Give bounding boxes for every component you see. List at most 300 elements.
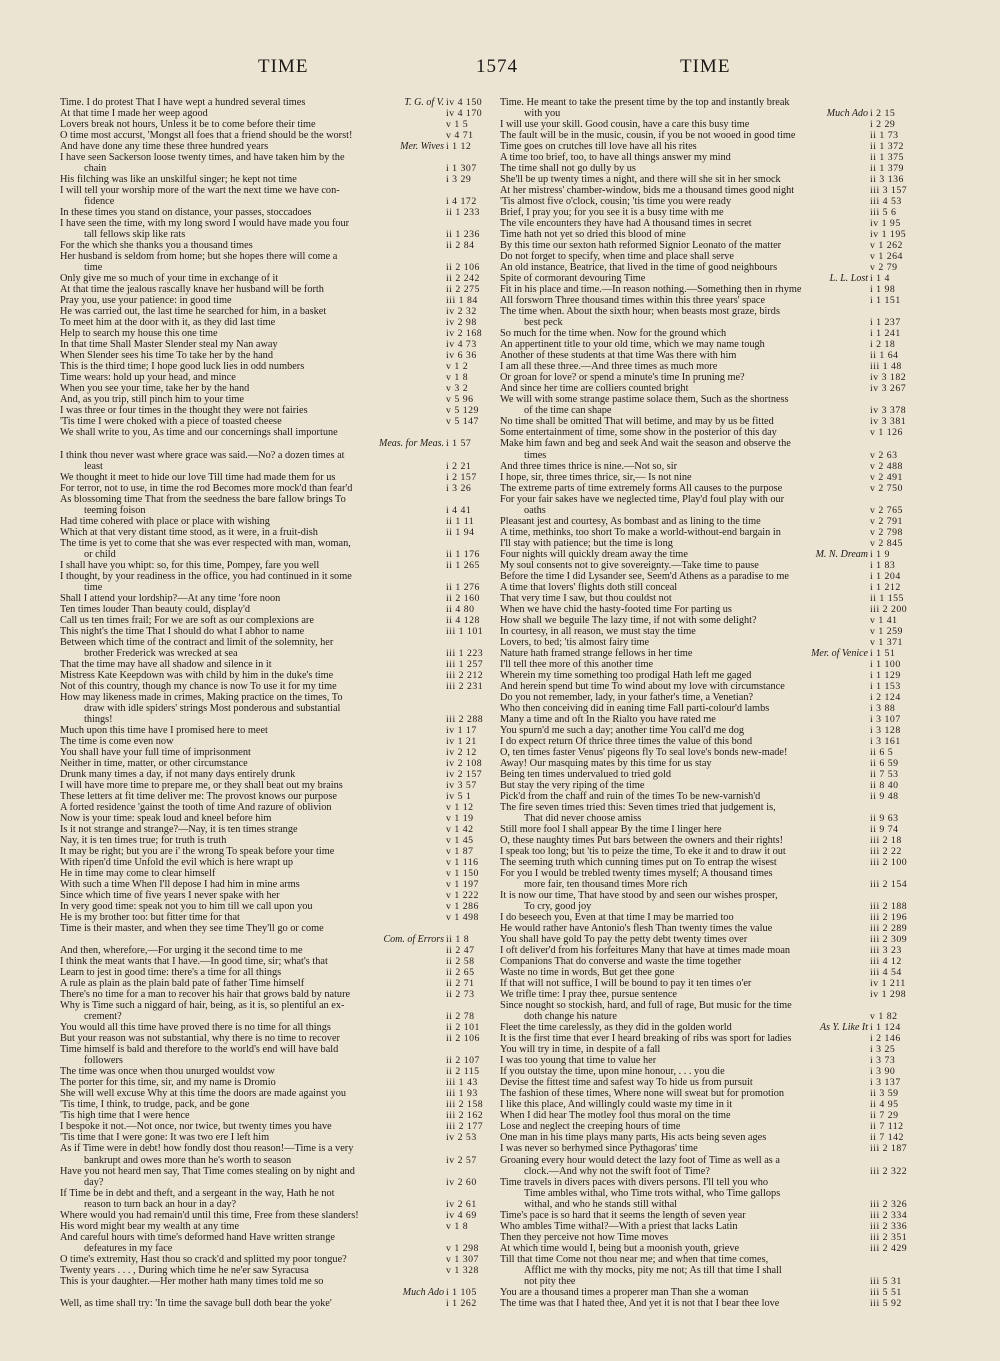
act-scene-line-ref: ii 2 65: [446, 967, 475, 979]
entry-text: Time travels in divers paces with divers persons. I'll tell you who: [500, 1176, 769, 1188]
entry-text: Time wears: hold up your head, and mince: [60, 372, 236, 384]
act-scene-line-ref: v 1 371: [870, 636, 903, 648]
entry-text: You shall have your full time of imprisonment: [60, 746, 251, 758]
entry-line: [60, 791, 506, 802]
entry-text: Companions That do converse and waste the time together: [500, 956, 742, 968]
act-scene-line-ref: iii 2 231: [446, 680, 484, 692]
entry-line: [60, 1143, 506, 1154]
act-scene-line-ref: iv 5 1: [446, 790, 472, 802]
left-column: [60, 97, 506, 1309]
act-scene-line-ref: i 4 41: [446, 504, 472, 516]
act-scene-line-ref: iii 4 54: [870, 967, 902, 979]
entry-line: [500, 659, 930, 670]
entry-text: And then, wherefore,—For urging it the second time to me: [60, 945, 303, 957]
entry-text: Ten times louder Than beauty could, display'd: [60, 603, 250, 615]
entry-line: [500, 450, 930, 461]
entry-text: Groaning every hour would detect the lazy foot of Time as well as a: [500, 1154, 780, 1166]
entry-line: [500, 802, 930, 813]
act-scene-line-ref: iv 2 157: [446, 768, 483, 780]
entry-line: [60, 185, 506, 196]
entry-text: crement?: [84, 1011, 122, 1023]
entry-text: I'll tell thee more of this another time: [500, 658, 654, 670]
entry-text: I have seen the time, with my long sword I would have made you four: [60, 218, 350, 230]
entry-line: [60, 251, 506, 262]
entry-line: [60, 736, 506, 747]
entry-text: The time is yet to come that she was ever respected with man, woman,: [60, 537, 351, 549]
entry-text: For the which she thanks you a thousand times: [60, 240, 253, 252]
entry-text: I think thou never wast where grace was said.—No? a dozen times at: [60, 449, 345, 461]
entry-line: [500, 394, 930, 405]
entry-text: chain: [84, 163, 107, 175]
entry-line: [500, 273, 930, 284]
act-scene-line-ref: ii 4 95: [870, 1099, 899, 1111]
entry-line: [60, 394, 506, 405]
act-scene-line-ref: i 1 237: [870, 317, 901, 329]
entry-line: [500, 758, 930, 769]
entry-text: A rule as plain as the plain bald pate of father Time himself: [60, 978, 305, 990]
entry-text: times: [524, 449, 547, 461]
entry-text: You will try in time, in despite of a fall: [500, 1044, 661, 1056]
entry-text: To cry, good joy: [524, 901, 592, 913]
entry-text: Another of these students at that time Was there with him: [500, 350, 737, 362]
act-scene-line-ref: iv 1 21: [446, 735, 477, 747]
entry-line: [60, 802, 506, 813]
entry-text: His filching was like an unskilful singer; he kept not time: [60, 174, 297, 186]
entry-line: [500, 824, 930, 835]
act-scene-line-ref: iii 2 158: [446, 1099, 484, 1111]
entry-text: And careful hours with time's deformed hand Have written strange: [60, 1231, 335, 1243]
entry-text: A time, methinks, too short To make a world-without-end bargain in: [500, 526, 781, 538]
act-scene-line-ref: ii 2 115: [446, 1066, 480, 1078]
play-title: T. G. of V.: [404, 97, 444, 108]
entry-text: And, as you trip, still pinch him to your time: [60, 394, 244, 406]
entry-line: [60, 670, 506, 681]
entry-line: [500, 714, 930, 725]
act-scene-line-ref: iii 2 188: [870, 901, 908, 913]
entry-text: She will well excuse Why at this time the doors are made against you: [60, 1088, 347, 1100]
entry-line: [500, 1265, 930, 1276]
entry-line: [500, 196, 930, 207]
play-title: Much Ado: [402, 1286, 444, 1298]
entry-line: [60, 824, 506, 835]
entry-line: [60, 306, 506, 317]
entry-text: of the time can shape: [524, 405, 612, 417]
entry-line: [60, 273, 506, 284]
act-scene-line-ref: iii 3 23: [870, 945, 902, 957]
act-scene-line-ref: i 3 88: [870, 702, 896, 714]
entry-text: least: [84, 460, 103, 472]
act-scene-line-ref: ii 2 106: [446, 1033, 480, 1045]
entry-line: [60, 1287, 506, 1298]
entry-line: [500, 1055, 930, 1066]
entry-line: [500, 593, 930, 604]
act-scene-line-ref: i 3 73: [870, 1055, 896, 1067]
act-scene-line-ref: ii 9 48: [870, 790, 899, 802]
entry-text: Pleasant jest and courtesy, As bombast and as lining to the time: [500, 515, 761, 527]
entry-text: teeming foison: [84, 504, 146, 516]
entry-text: Or groan for love? or spend a minute's time In pruning me?: [500, 372, 745, 384]
entry-line: [60, 1254, 506, 1265]
entry-text: That the time may have all shadow and silence in it: [60, 658, 272, 670]
entry-line: [60, 328, 506, 339]
entry-line: [500, 604, 930, 615]
entry-text: O, these naughty times Put bars between the owners and their rights!: [500, 835, 784, 847]
act-scene-line-ref: i 1 98: [870, 284, 896, 296]
entry-line: [60, 956, 506, 967]
entry-line: [60, 648, 506, 659]
entry-text: In that time Shall Master Slender steal my Nan away: [60, 339, 278, 351]
act-scene-line-ref: iii 2 212: [446, 669, 484, 681]
act-scene-line-ref: iii 1 43: [446, 1077, 478, 1089]
act-scene-line-ref: iii 4 12: [870, 956, 902, 968]
entry-line: [500, 934, 930, 945]
entry-text: The porter for this time, sir, and my name is Dromio: [60, 1077, 276, 1089]
act-scene-line-ref: v 1 328: [446, 1264, 479, 1276]
entry-text: In very good time: speak not you to him till we call upon you: [60, 901, 313, 913]
entry-text: 'Tis high time that I were hence: [60, 1110, 190, 1122]
act-scene-line-ref: v 1 45: [446, 835, 474, 847]
entry-text: 'Tis almost five o'clock, cousin; 'tis time you were ready: [500, 196, 732, 208]
act-scene-line-ref: v 1 264: [870, 251, 903, 263]
entry-line: [500, 615, 930, 626]
entry-line: [500, 1099, 930, 1110]
entry-text: Pick'd from the chaff and ruin of the times To be new-varnish'd: [500, 790, 761, 802]
entry-text: Time himself is bald and therefore to the world's end will have bald: [60, 1044, 339, 1056]
entry-line: [500, 427, 930, 438]
entry-text: Mistress Kate Keepdown was with child by him in the duke's time: [60, 669, 334, 681]
entry-text: I am all these three.—And three times as much more: [500, 361, 718, 373]
entry-text: It is now our time, That have stood by and seen our wishes prosper,: [500, 890, 778, 902]
act-scene-line-ref: i 3 161: [870, 735, 901, 747]
entry-line: [500, 1011, 930, 1022]
act-scene-line-ref: v 1 2: [446, 361, 469, 373]
entry-text: Twenty years . . . , During which time he ne'er saw Syracusa: [60, 1264, 309, 1276]
act-scene-line-ref: i 1 12: [446, 141, 472, 153]
entry-text: Why is Time such a niggard of hair, being, as it is, so plentiful an ex-: [60, 1000, 345, 1012]
page-number: 1574: [476, 56, 518, 77]
act-scene-line-ref: iii 2 162: [446, 1110, 484, 1122]
act-scene-line-ref: i 1 212: [870, 581, 901, 593]
act-scene-line-ref: iii 1 223: [446, 647, 484, 659]
entry-line: [500, 152, 930, 163]
entry-text: fidence: [84, 196, 115, 208]
header-right-word: TIME: [680, 56, 731, 77]
entry-text: Not of this country, though my chance is now To use it for my time: [60, 680, 337, 692]
act-scene-line-ref: ii 2 58: [446, 956, 475, 968]
entry-text: Before the time I did Lysander see, Seem'd Athens as a paradise to me: [500, 570, 789, 582]
act-scene-line-ref: iv 4 73: [446, 339, 477, 351]
act-scene-line-ref: v 1 8: [446, 372, 469, 384]
entry-text: Who ambles Time withal?—With a priest that lacks Latin: [500, 1220, 738, 1232]
entry-line: [60, 967, 506, 978]
entry-text: His word might bear my wealth at any time: [60, 1220, 240, 1232]
act-scene-line-ref: ii 1 155: [870, 592, 904, 604]
act-scene-line-ref: i 3 107: [870, 713, 901, 725]
act-scene-line-ref: ii 2 107: [446, 1055, 480, 1067]
entry-line: [60, 494, 506, 505]
act-scene-line-ref: iii 2 351: [870, 1231, 908, 1243]
act-scene-line-ref: v 1 19: [446, 813, 474, 825]
act-scene-line-ref: v 2 845: [870, 537, 903, 549]
entry-line: [500, 108, 930, 119]
entry-text: Pray you, use your patience: in good time: [60, 295, 232, 307]
act-scene-line-ref: ii 1 265: [446, 559, 480, 571]
entry-line: [60, 747, 506, 758]
entry-text: brother Frederick was wrecked at sea: [84, 647, 238, 659]
entry-line: [60, 1099, 506, 1110]
entry-line: [500, 1088, 930, 1099]
entry-text: clock.—And why not the swift foot of Time?: [524, 1165, 710, 1177]
act-scene-line-ref: iii 2 100: [870, 857, 908, 869]
entry-line: [60, 978, 506, 989]
entry-text: He in time may come to clear himself: [60, 868, 216, 880]
act-scene-line-ref: v 2 791: [870, 515, 903, 527]
act-scene-line-ref: v 4 71: [446, 130, 474, 142]
entry-line: [60, 571, 506, 582]
entry-text: With such a time When I'll depose I had him in mine arms: [60, 879, 300, 891]
entry-text: The seeming truth which cunning times put on To entrap the wisest: [500, 857, 777, 869]
entry-text: These letters at fit time deliver me: The provost knows our purpose: [60, 790, 337, 802]
act-scene-line-ref: i 1 83: [870, 559, 896, 571]
act-scene-line-ref: i 3 128: [870, 724, 901, 736]
entry-text: Time ambles withal, who Time trots withal, who Time gallops: [524, 1187, 781, 1199]
entry-text: He is my brother too: but fitter time for that: [60, 912, 240, 924]
entry-text: Had time cohered with place or place with wishing: [60, 515, 270, 527]
entry-text: Her husband is seldom from home; but she hopes there will come a: [60, 251, 338, 263]
entry-line: [60, 152, 506, 163]
entry-text: I was never so berhymed since Pythagoras' time: [500, 1143, 698, 1155]
entry-line: [500, 1110, 930, 1121]
act-scene-line-ref: ii 1 379: [870, 163, 904, 175]
entry-line: [60, 527, 506, 538]
entry-text: An appertinent title to your old time, which we may name tough: [500, 339, 765, 351]
entry-text: Is it not strange and strange?—Nay, it is ten times strange: [60, 824, 298, 836]
entry-line: [60, 141, 506, 152]
act-scene-line-ref: v 2 765: [870, 504, 903, 516]
entry-line: [500, 945, 930, 956]
entry-line: [500, 262, 930, 273]
act-scene-line-ref: i 1 129: [870, 669, 901, 681]
act-scene-line-ref: i 3 26: [446, 482, 472, 494]
act-scene-line-ref: iv 6 36: [446, 350, 477, 362]
entry-text: But stay the very riping of the time: [500, 779, 645, 791]
entry-text: Do not forget to specify, when time and place shall serve: [500, 251, 734, 263]
entry-line: [60, 339, 506, 350]
entry-line: [500, 1166, 930, 1177]
entry-line: [60, 383, 506, 394]
entry-text: If Time be in debt and theft, and a sergeant in the way, Hath he not: [60, 1187, 335, 1199]
act-scene-line-ref: iii 5 92: [870, 1297, 902, 1309]
entry-text: The fashion of these times, Where none will sweat but for promotion: [500, 1088, 785, 1100]
act-scene-line-ref: ii 1 375: [870, 152, 904, 164]
entry-text: Help to search my house this one time: [60, 328, 218, 340]
entry-text: How may likeness made in crimes, Making practice on the times, To: [60, 691, 343, 703]
entry-text: O, ten times faster Venus' pigeons fly To seal love's bonds new-made!: [500, 746, 788, 758]
act-scene-line-ref: ii 6 59: [870, 757, 899, 769]
entry-line: [60, 560, 506, 571]
entry-text: O time's extremity, Hast thou so crack'd and splitted my poor tongue?: [60, 1253, 347, 1265]
entry-text: That very time I saw, but thou couldst not: [500, 592, 672, 604]
entry-line: [60, 1276, 506, 1287]
act-scene-line-ref: ii 1 372: [870, 141, 904, 153]
act-scene-line-ref: i 2 18: [870, 339, 896, 351]
entry-text: I speak too long; but 'tis to peize the time, To eke it and to draw it out: [500, 846, 786, 858]
entry-line: [500, 1298, 930, 1309]
act-scene-line-ref: i 3 29: [446, 174, 472, 186]
entry-line: [500, 923, 930, 934]
entry-text: If you outstay the time, upon mine honour, . . . you die: [500, 1066, 725, 1078]
entry-text: Much upon this time have I promised here to meet: [60, 724, 268, 736]
play-title: Mer. Wives: [400, 141, 444, 153]
entry-line: [500, 1077, 930, 1088]
entry-text: Spite of cormorant devouring Time: [500, 273, 646, 285]
entry-line: [500, 1243, 930, 1254]
entry-text: Being ten times undervalued to tried gold: [500, 768, 672, 780]
act-scene-line-ref: iv 3 381: [870, 416, 907, 428]
entry-text: more fair, ten thousand times More rich: [524, 879, 688, 891]
entry-text: No time shall be omitted That will betime, and may by us be fitted: [500, 416, 774, 428]
act-scene-line-ref: v 1 498: [446, 912, 479, 924]
entry-text: The fault will be in the music, cousin, if you be not wooed in good time: [500, 130, 796, 142]
entry-text: O time most accurst, 'Mongst all foes that a friend should be the worst!: [60, 130, 353, 142]
entry-text: For your fair sakes have we neglected time, Play'd foul play with our: [500, 493, 785, 505]
entry-line: [60, 681, 506, 692]
act-scene-line-ref: iii 2 288: [446, 713, 484, 725]
entry-text: Some entertainment of time, some show in the posterior of this day: [500, 427, 777, 439]
entry-text: Make him fawn and beg and seek And wait the season and observe the: [500, 438, 791, 450]
entry-line: [60, 472, 506, 483]
entry-text: My soul consents not to give sovereignty.—Take time to pause: [500, 559, 759, 571]
entry-line: [60, 317, 506, 328]
act-scene-line-ref: i 4 172: [446, 196, 477, 208]
entry-line: [500, 174, 930, 185]
entry-text: The time shall not go dully by us: [500, 163, 636, 175]
entry-text: I will tell your worship more of the wart the next time we have con-: [60, 185, 340, 197]
entry-line: [500, 1066, 930, 1077]
entry-line: [500, 383, 930, 394]
entry-line: [60, 1000, 506, 1011]
entry-text: Nay, it is ten times true; for truth is truth: [60, 835, 227, 847]
entry-line: [60, 714, 506, 725]
act-scene-line-ref: ii 6 5: [870, 746, 894, 758]
entry-text: It is the first time that ever I heard breaking of ribs was sport for ladies: [500, 1033, 792, 1045]
entry-line: [500, 317, 930, 328]
entry-text: You would all this time have proved there is no time for all things: [60, 1022, 331, 1034]
entry-text: I oft deliver'd from his forfeitures Many that have at times made moan: [500, 945, 791, 957]
act-scene-line-ref: iv 1 211: [870, 978, 906, 990]
entry-line: [500, 571, 930, 582]
entry-text: Which at that very distant time stood, as it were, in a fruit-dish: [60, 526, 318, 538]
entry-text: That did never choose amiss: [524, 813, 642, 825]
act-scene-line-ref: iv 2 57: [446, 1154, 477, 1166]
entry-text: Nature hath framed strange fellows in her time: [500, 647, 693, 659]
act-scene-line-ref: v 1 126: [870, 427, 903, 439]
play-title: Meas. for Meas.: [379, 438, 444, 450]
entry-text: She'll be up twenty times a night, and there will she sit in her smock: [500, 174, 781, 186]
act-scene-line-ref: ii 9 74: [870, 824, 899, 836]
entry-line: [500, 747, 930, 758]
play-title: Com. of Errors: [383, 934, 444, 946]
entry-text: One man in his time plays many parts, His acts being seven ages: [500, 1132, 767, 1144]
play-title: Much Ado: [826, 108, 868, 120]
entry-text: We will with some strange pastime solace them, Such as the shortness: [500, 394, 789, 406]
entry-line: [60, 108, 506, 119]
act-scene-line-ref: iii 5 51: [870, 1286, 902, 1298]
entry-line: [60, 262, 506, 273]
entry-line: [500, 251, 930, 262]
entry-text: Only give me so much of your time in exchange of it: [60, 273, 279, 285]
entry-line: [500, 483, 930, 494]
act-scene-line-ref: ii 2 84: [446, 240, 475, 252]
act-scene-line-ref: ii 1 8: [446, 934, 470, 946]
act-scene-line-ref: i 1 151: [870, 295, 901, 307]
entry-text: It may be right; but you are i' the wrong To speak before your time: [60, 846, 335, 858]
entry-line: [60, 516, 506, 527]
entry-line: [60, 1188, 506, 1199]
entry-line: [60, 1298, 506, 1309]
act-scene-line-ref: iv 4 69: [446, 1209, 477, 1221]
entry-line: [60, 989, 506, 1000]
entry-text: Fit in his place and time.—In reason nothing.—Something then in rhyme: [500, 284, 802, 296]
act-scene-line-ref: v 5 96: [446, 394, 474, 406]
entry-line: [60, 350, 506, 361]
entry-text: Lovers break not hours, Unless it be to come before their time: [60, 119, 316, 131]
act-scene-line-ref: ii 3 59: [870, 1088, 899, 1100]
entry-line: [500, 1000, 930, 1011]
entry-line: [500, 1276, 930, 1287]
act-scene-line-ref: iv 1 195: [870, 229, 907, 241]
entry-line: [500, 1155, 930, 1166]
act-scene-line-ref: iv 2 32: [446, 306, 477, 318]
act-scene-line-ref: iii 2 154: [870, 879, 908, 891]
entry-line: [60, 934, 506, 945]
entry-line: [60, 1088, 506, 1099]
entry-text: tall fellows skip like rats: [84, 229, 186, 241]
entry-line: [500, 846, 930, 857]
entry-text: He would rather have Antonio's flesh Than twenty times the value: [500, 923, 773, 935]
entry-line: [500, 1199, 930, 1210]
entry-line: [60, 703, 506, 714]
entry-line: [60, 868, 506, 879]
entry-text: Waste no time in words, But get thee gone: [500, 967, 675, 979]
act-scene-line-ref: v 1 286: [446, 901, 479, 913]
entry-text: The vile encounters they have had A thousand times in secret: [500, 218, 752, 230]
entry-text: I do beseech you, Even at that time I may be married too: [500, 912, 734, 924]
entry-text: I think the meat wants that I have.—In good time, sir; what's that: [60, 956, 328, 968]
act-scene-line-ref: v 2 63: [870, 449, 898, 461]
entry-line: [500, 438, 930, 449]
right-column: [500, 97, 930, 1309]
act-scene-line-ref: i 1 307: [446, 163, 477, 175]
play-title: M. N. Dream: [815, 548, 868, 560]
act-scene-line-ref: iv 3 267: [870, 383, 907, 395]
entry-line: [500, 901, 930, 912]
entry-line: [60, 538, 506, 549]
entry-text: day?: [84, 1176, 104, 1188]
entry-line: [500, 857, 930, 868]
entry-text: Do you not remember, lady, in your father's time, a Venetian?: [500, 691, 754, 703]
entry-line: [500, 461, 930, 472]
act-scene-line-ref: iii 2 187: [870, 1143, 908, 1155]
entry-text: When we have chid the hasty-footed time For parting us: [500, 603, 732, 615]
act-scene-line-ref: iv 1 17: [446, 724, 477, 736]
play-title: As Y. Like It: [820, 1022, 868, 1034]
act-scene-line-ref: ii 1 64: [870, 350, 899, 362]
act-scene-line-ref: iii 2 18: [870, 835, 902, 847]
entry-text: He was carried out, the last time he searched for him, in a basket: [60, 306, 327, 318]
act-scene-line-ref: iii 5 6: [870, 207, 897, 219]
entry-line: [500, 1232, 930, 1243]
